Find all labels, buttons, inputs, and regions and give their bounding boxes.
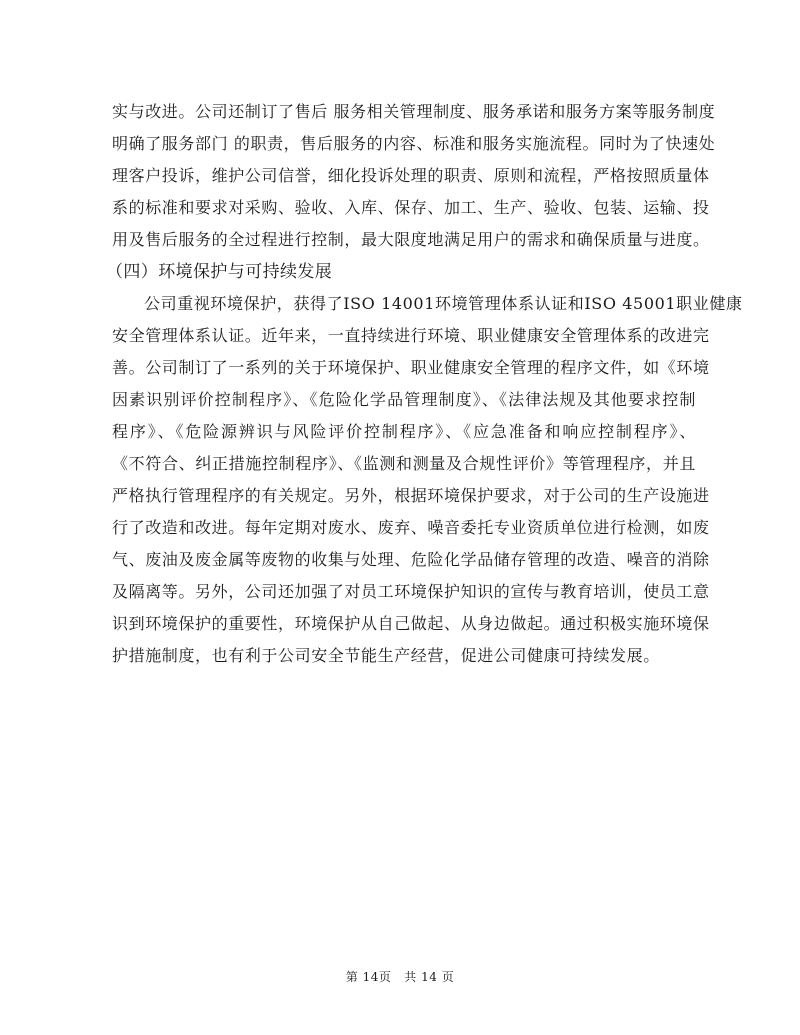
text-line: 安全管理体系认证。近年来，一直持续进行环境、职业健康安全管理体系的改进完 <box>112 326 710 345</box>
text-line: 用及售后服务的全过程进行控制，最大限度地满足用户的需求和确保质量与进度。 <box>112 230 710 249</box>
text-line: 识到环境保护的重要性，环境保护从自己做起、从身边做起。通过积极实施环境保 <box>112 614 710 633</box>
page-content <box>106 96 743 672</box>
text-line: 气、废油及废金属等废物的收集与处理、危险化学品储存管理的改造、噪音的消除 <box>112 550 710 569</box>
text-line: 因素识别评价控制程序》、《危险化学品管理制度》、《法律法规及其他要求控制 <box>112 390 696 409</box>
text-line: 《不符合、纠正措施控制程序》、《监测和测量及合规性评价》等管理程序，并且 <box>112 454 696 473</box>
text-line: 公司重视环境保护，获得了ISO 14001环境管理体系认证和ISO 45001职业健康 <box>144 294 743 313</box>
text-line: 明确了服务部门 的职责，售后服务的内容、标准和服务实施流程。同时为了快速处 <box>112 134 716 153</box>
text-line: 理客户投诉，维护公司信誉，细化投诉处理的职责、原则和流程，严格按照质量体 <box>112 166 710 185</box>
text-line: 善。公司制订了一系列的关于环境保护、职业健康安全管理的程序文件，如《环境 <box>112 358 710 377</box>
paragraph-after-sales <box>112 96 716 256</box>
text-line: 程序》、《危险源辨识与风险评价控制程序》、《应急准备和响应控制程序》、 <box>112 422 696 441</box>
text-line: 严格执行管理程序的有关规定。另外，根据环境保护要求，对于公司的生产设施进 <box>112 486 710 505</box>
paragraph-environment <box>112 288 743 672</box>
text-line: 护措施制度，也有利于公司安全节能生产经营，促进公司健康可持续发展。 <box>112 646 660 665</box>
text-line: 及隔离等。另外，公司还加强了对员工环境保护知识的宣传与教育培训，使员工意 <box>112 582 710 601</box>
page-number: 第 14页 共 14 页 <box>345 970 455 984</box>
page-footer <box>0 968 800 985</box>
text-line: 行了改造和改进。每年定期对废水、废弃、噪音委托专业资质单位进行检测，如废 <box>112 518 710 537</box>
text-line: 系的标准和要求对采购、验收、入库、保存、加工、生产、验收、包装、运输、投 <box>112 198 710 217</box>
text-line: 实与改进。公司还制订了售后 服务相关管理制度、服务承诺和服务方案等服务制度 <box>112 102 716 121</box>
section-heading: （四）环境保护与可持续发展 <box>106 262 333 282</box>
